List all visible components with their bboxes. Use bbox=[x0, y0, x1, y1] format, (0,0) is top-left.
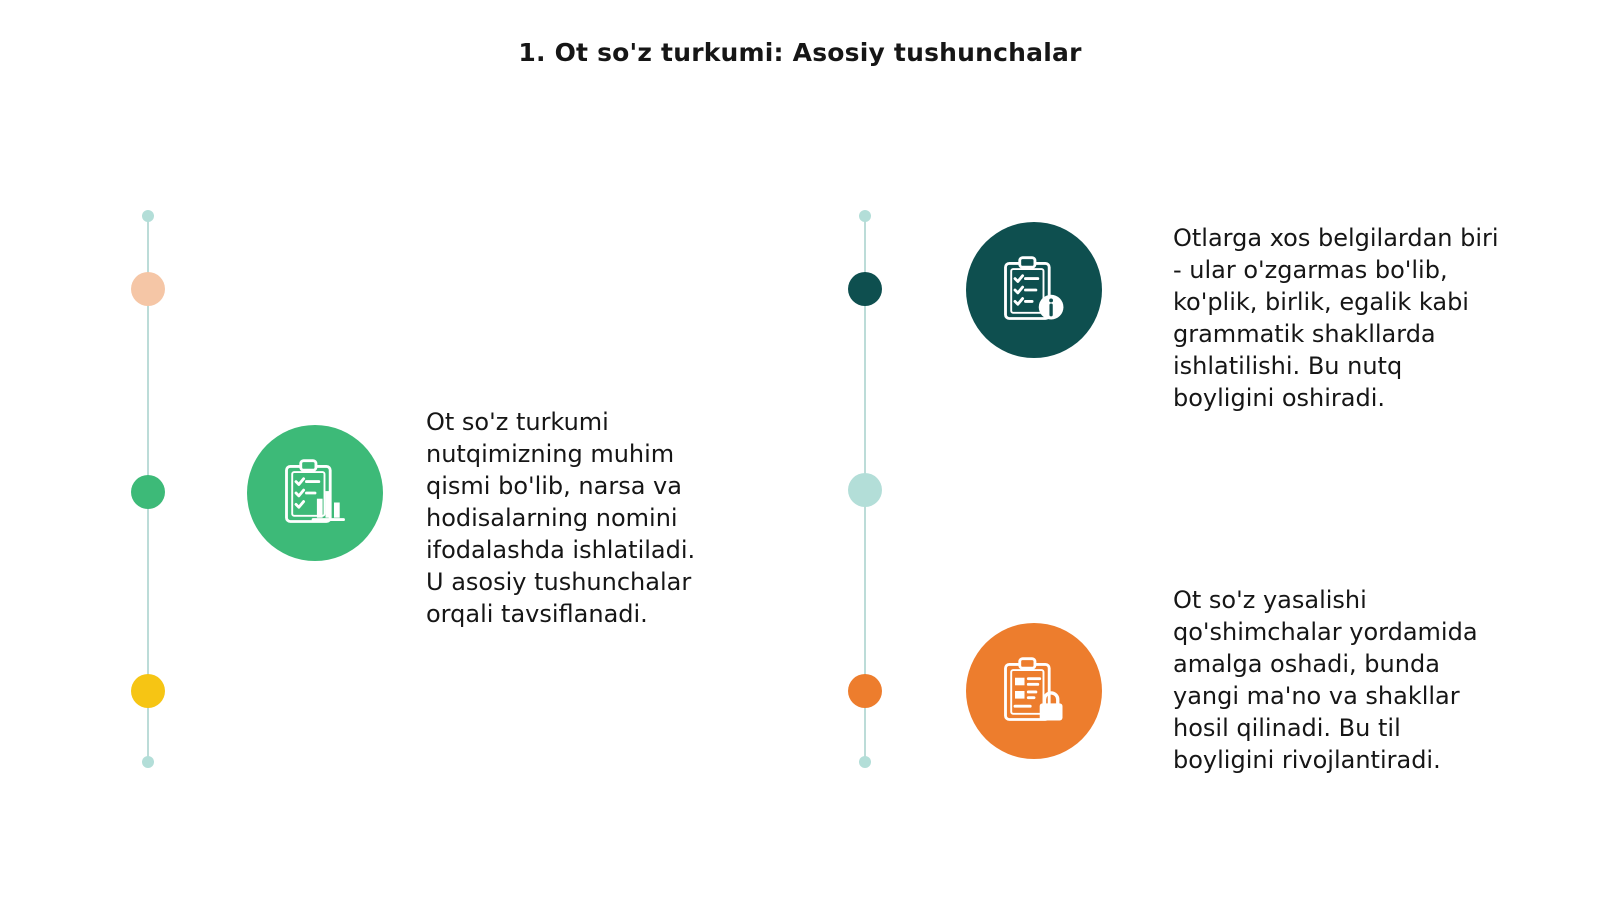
clipboard-chart-icon bbox=[247, 425, 383, 561]
clipboard-info-icon bbox=[966, 222, 1102, 358]
item-text-2: Otlarga xos belgilardan biri - ular o'zgarmas bo'lib, ko'plik, birlik, egalik kabi grammatik shakllarda ishlatilishi. Bu nutq boyligini oshiradi. bbox=[1173, 224, 1499, 412]
timeline-dot-teal bbox=[848, 272, 882, 306]
timeline-dot-orange bbox=[848, 674, 882, 708]
timeline-dot-green bbox=[131, 475, 165, 509]
clipboard-lock-icon bbox=[966, 623, 1102, 759]
item-text-1: Ot so'z turkumi nutqimizning muhim qismi bo'lib, narsa va hodisalarning nomini ifodalashda ishlatiladi. U asosiy tushunchalar orqali tavsiflanadi. bbox=[426, 408, 696, 628]
timeline-left bbox=[128, 210, 168, 770]
timeline-end-dot bbox=[142, 210, 154, 222]
timeline-right bbox=[845, 210, 885, 770]
timeline-dot-peach bbox=[131, 272, 165, 306]
timeline-dot-light-teal bbox=[848, 473, 882, 507]
timeline-end-dot bbox=[859, 756, 871, 768]
page-title: 1. Ot so'z turkumi: Asosiy tushunchalar bbox=[518, 38, 1082, 67]
timeline-dot-yellow bbox=[131, 674, 165, 708]
item-text-3: Ot so'z yasalishi qo'shimchalar yordamida amalga oshadi, bunda yangi ma'no va shakllar hosil qilinadi. Bu til boyligini rivojlantiradi. bbox=[1173, 586, 1478, 774]
timeline-end-dot bbox=[859, 210, 871, 222]
timeline-end-dot bbox=[142, 756, 154, 768]
